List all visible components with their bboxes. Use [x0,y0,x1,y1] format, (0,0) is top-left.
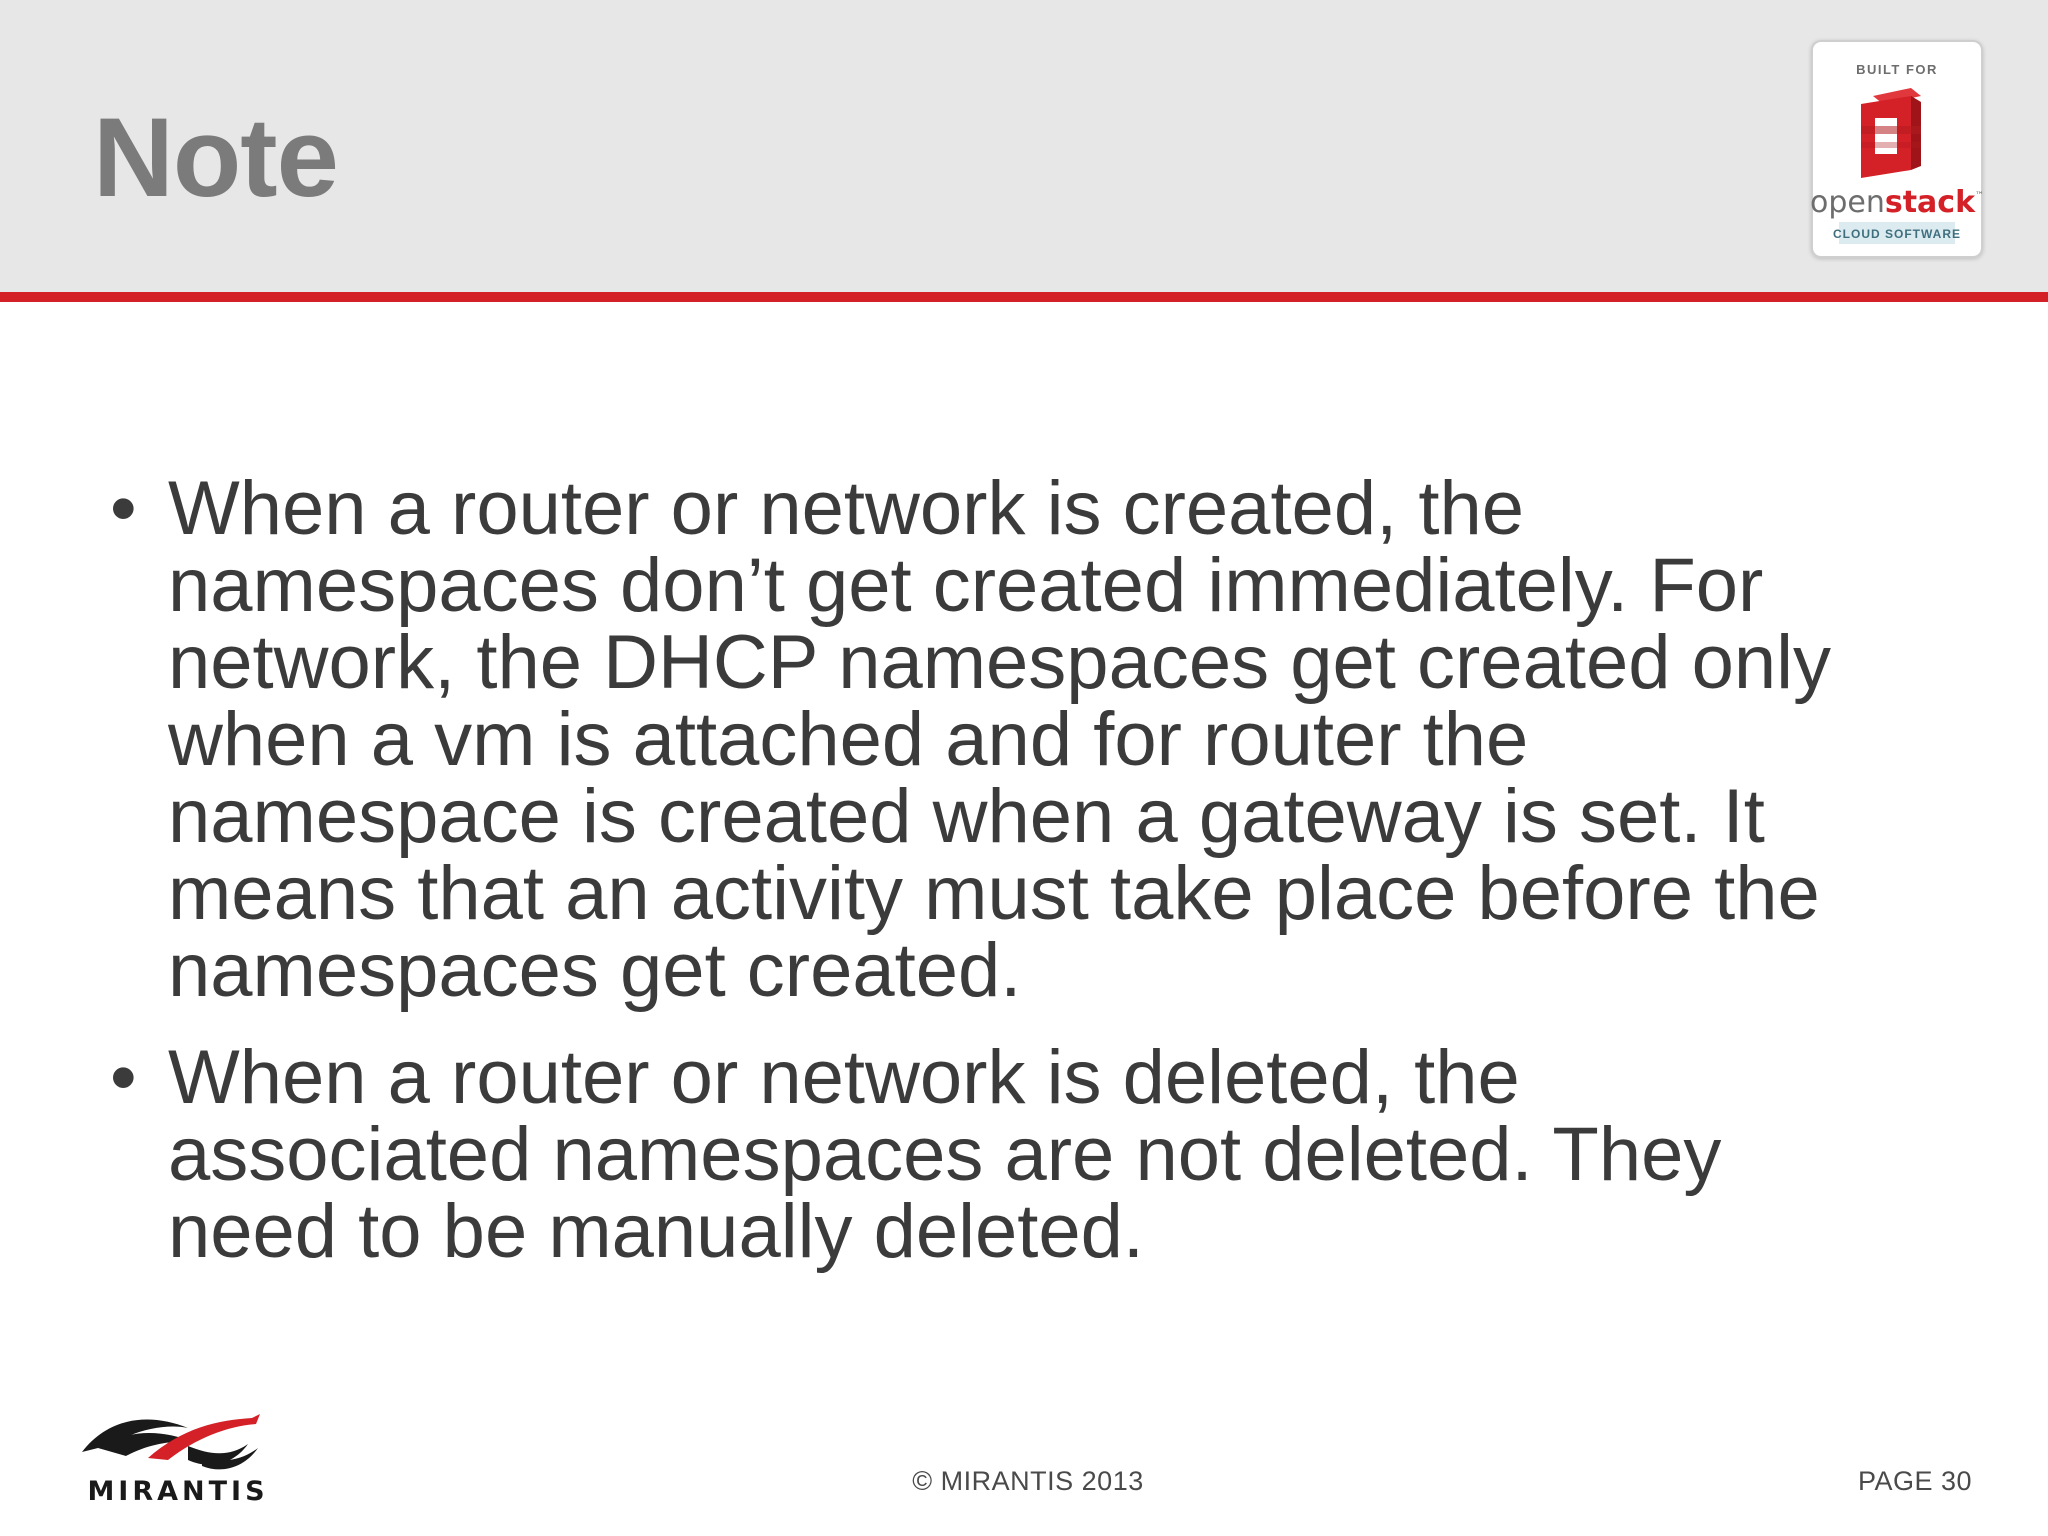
badge-trademark: ™ [1975,191,1985,201]
bullet-line: namespaces don’t get created immediately. For [168,543,1764,628]
slide-title: Note [93,95,338,220]
bullet-marker: • [110,1035,137,1120]
bullet-line: When a router or network is deleted, the [168,1035,1520,1120]
mirantis-logo-text: MIRANTIS [87,1476,269,1507]
bullet-line: when a vm is attached and for router the [168,697,1529,782]
bullet-line: namespaces get created. [168,928,1022,1013]
badge-top-label: BUILT FOR [1856,62,1938,77]
badge-brand-stack: stack [1884,185,1976,220]
badge-brand-open: open [1809,185,1885,220]
openstack-cube-icon [1861,88,1921,178]
badge-bottom-label: CLOUD SOFTWARE [1833,227,1961,241]
bullet-line: network, the DHCP namespaces get created only [168,620,1832,705]
bullet-line: associated namespaces are not deleted. They [168,1112,1722,1197]
copyright-text: MIRANTIS 2013 [940,1466,1144,1496]
bullet-marker: • [110,466,137,551]
bullet-list [110,466,1960,1300]
copyright-symbol: © [912,1466,933,1496]
svg-text:openstack™ [1810,185,1984,220]
bullet-item [110,1035,1960,1274]
page-number: PAGE 30 [1857,1466,1972,1496]
bullet-line: namespace is created when a gateway is set. It [168,774,1765,859]
header-accent-rule [0,292,2048,302]
bullet-line: means that an activity must take place before the [168,851,1820,936]
bullet-line: When a router or network is created, the [168,466,1524,551]
copyright-notice [0,1466,2048,1497]
bullet-line: need to be manually deleted. [168,1189,1145,1274]
openstack-badge [1811,40,1983,258]
openstack-logo-icon [1809,42,1985,256]
bullet-item [110,466,1960,1013]
